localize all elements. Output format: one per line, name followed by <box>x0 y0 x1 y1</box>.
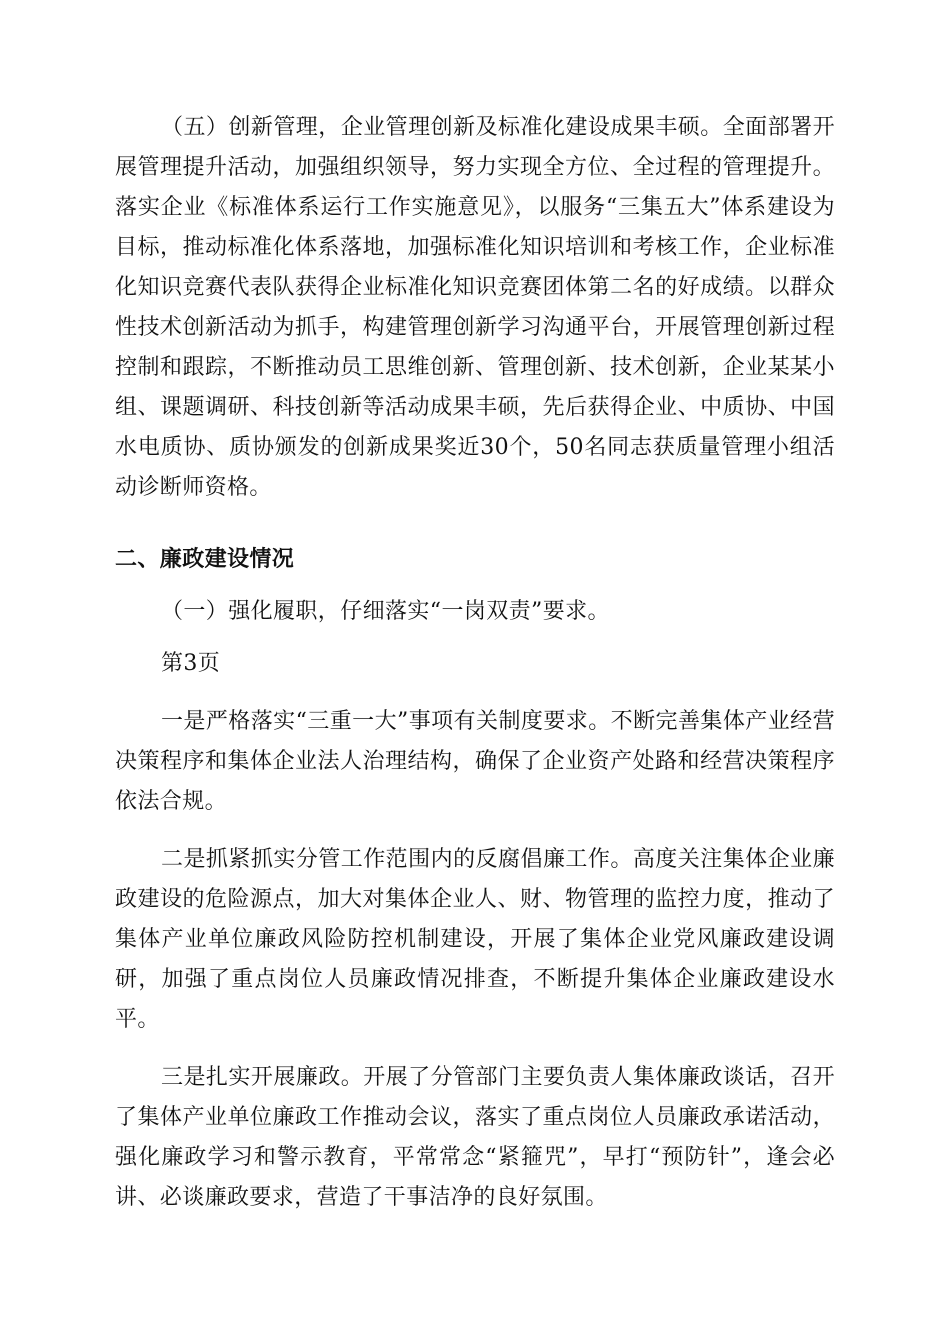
subheading: （一）强化履职，仔细落实“一岗双责”要求。 <box>161 599 610 624</box>
paragraph-innovation-management: （五）创新管理，企业管理创新及标准化建设成果丰硕。全面部署开展管理提升活动，加强组织领导，努力实现全方位、全过程的管理提升。落实企业《标准体系运行工作实施意见》，以服务“三集五大”体系建设为目标，推动标准化体系落地，加强标准化知识培训和考核工作，企业标准化知识竞赛代表队获得企业标准化知识竞赛团体第二名的好成绩。以群众性技术创新活动为抓手，构建管理创新学习沟通平台，开展管理创新过程控制和跟踪，不断推动员工思维创新、管理创新、技术创新，企业某某小组、课题调研、科技创新等活动成果丰硕，先后获得企业、中质协、中国水电质协、质协颁发的创新成果奖近30个，50名同志获质量管理小组活动诊断师资格。 <box>115 115 835 500</box>
document-page <box>115 108 835 1218</box>
paragraph-one: 一是严格落实“三重一大”事项有关制度要求。不断完善集体产业经营决策程序和集体企业法人治理结构，确保了企业资产处路和经营决策程序依法合规。 <box>115 709 835 814</box>
paragraph-two: 二是抓紧抓实分管工作范围内的反腐倡廉工作。高度关注集体企业廉政建设的危险源点，加大对集体企业人、财、物管理的监控力度，推动了集体产业单位廉政风险防控机制建设，开展了集体企业党风廉政建设调研，加强了重点岗位人员廉政情况排查，不断提升集体企业廉政建设水平。 <box>115 847 835 1032</box>
page-number-label: 第3页 <box>161 651 221 676</box>
paragraph-three: 三是扎实开展廉政。开展了分管部门主要负责人集体廉政谈话，召开了集体产业单位廉政工作推动会议，落实了重点岗位人员廉政承诺活动，强化廉政学习和警示教育，平常常念“紧箍咒”，早打“预防针”，逢会必讲、必谈廉政要求，营造了干事洁净的良好氛围。 <box>115 1065 835 1210</box>
section-heading: 二、廉政建设情况 <box>115 547 295 572</box>
